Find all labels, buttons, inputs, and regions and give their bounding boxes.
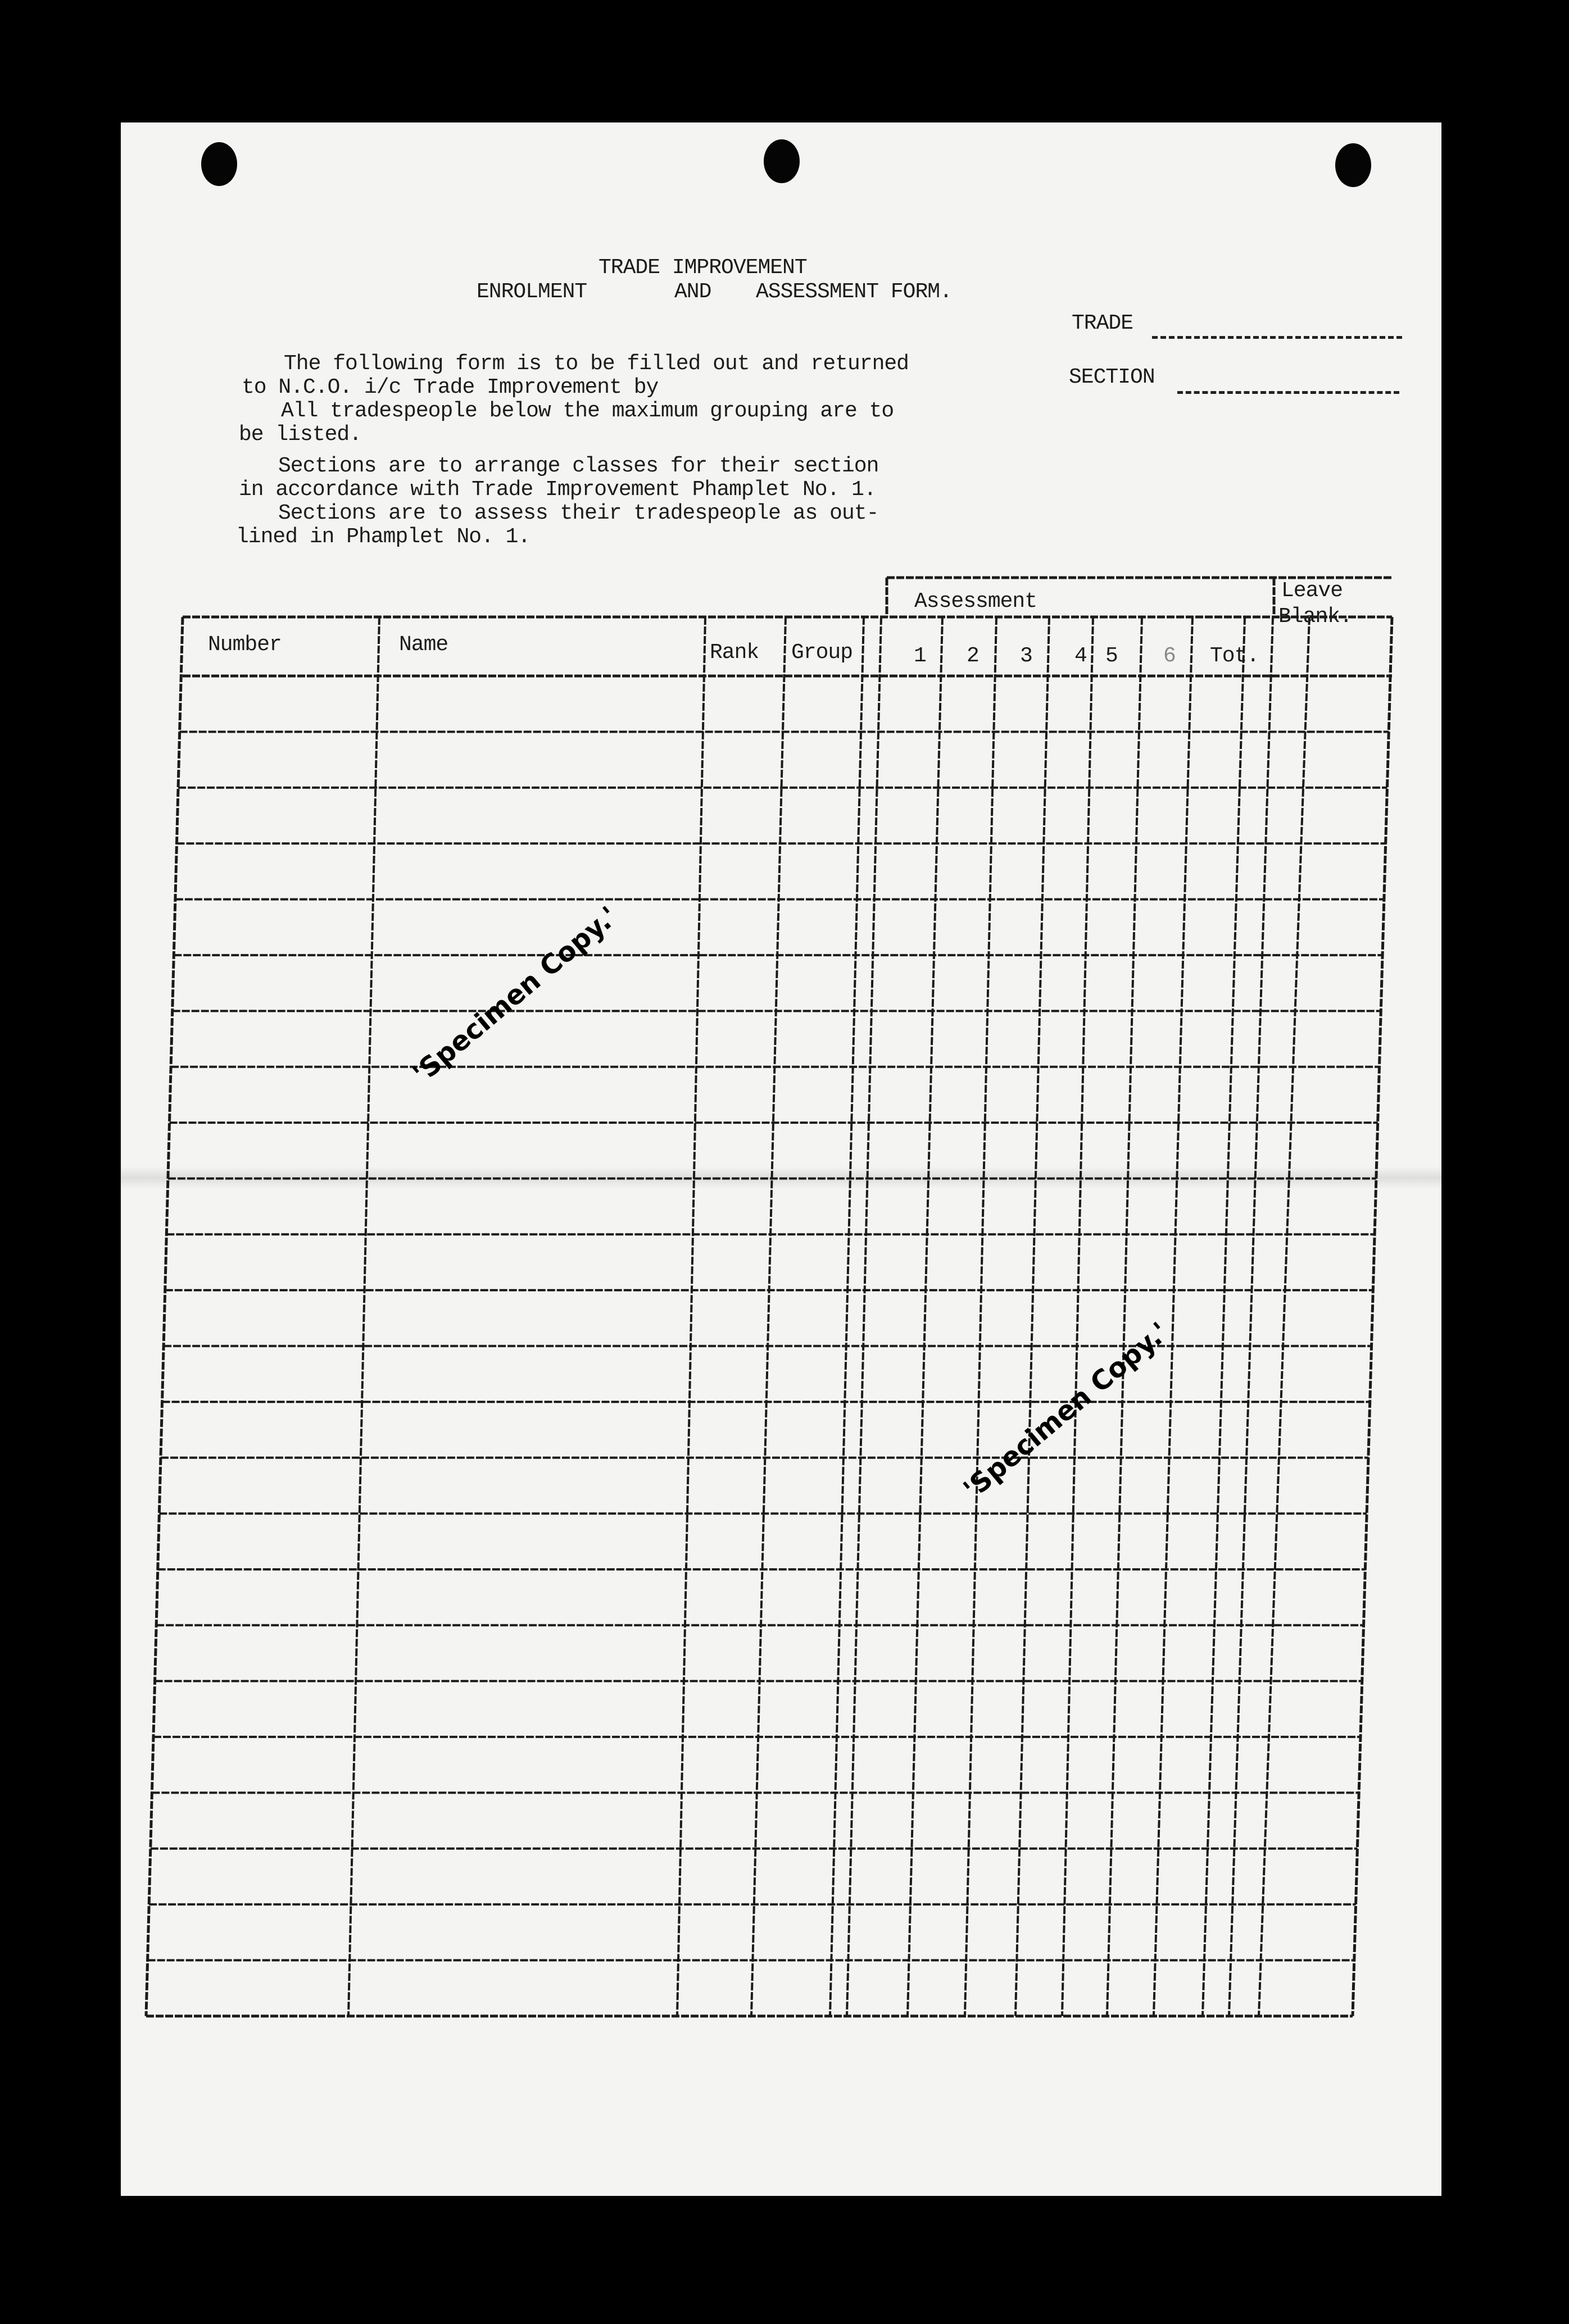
form-title-and: AND [674, 280, 711, 304]
column-divider-12 [1203, 617, 1245, 2016]
section-label: SECTION [1069, 365, 1155, 389]
column-header-number: Number [208, 633, 282, 657]
assessment-table-grid [121, 122, 1441, 2196]
instruction-line-1: The following form is to be filled out and returned [284, 352, 909, 376]
form-title-assessment: ASSESSMENT FORM. [756, 280, 952, 304]
column-divider-5 [847, 617, 881, 2016]
trade-label: TRADE [1072, 311, 1133, 335]
column-header-assessment-2: 2 [967, 644, 979, 668]
column-divider-9 [1062, 617, 1093, 2016]
form-sheet [121, 122, 1441, 2196]
column-header-assessment-1: 1 [914, 644, 926, 668]
leave-blank-header-line1: Leave [1281, 579, 1343, 603]
column-divider-3 [751, 617, 786, 2016]
column-divider-11 [1154, 617, 1192, 2016]
column-divider-7 [965, 617, 996, 2016]
specimen-copy-stamp-2: 'Specimen Copy.' [958, 1316, 1175, 1505]
column-header-assessment-3: 3 [1020, 644, 1032, 668]
column-divider-10 [1107, 617, 1142, 2016]
specimen-copy-stamp-1: 'Specimen Copy.' [407, 900, 624, 1090]
table-right-border [1353, 617, 1392, 2016]
column-divider-1 [348, 617, 379, 2016]
column-divider-8 [1015, 617, 1049, 2016]
form-title-line1: TRADE IMPROVEMENT [598, 256, 807, 280]
instruction-line-4: be listed. [239, 423, 362, 447]
instruction-line-8: lined in Phamplet No. 1. [236, 525, 530, 549]
paper-fold-crease [121, 1166, 1441, 1189]
column-header-name: Name [399, 633, 448, 657]
form-title-enrolment: ENROLMENT [477, 280, 587, 304]
column-divider-14 [1259, 617, 1309, 2016]
column-header-assessment-6: 6 [1163, 644, 1176, 668]
instruction-line-3: All tradespeople below the maximum grouping are to [281, 399, 894, 423]
column-divider-2 [677, 617, 705, 2016]
column-header-assessment-4: 4 [1074, 644, 1087, 668]
column-header-group: Group [791, 641, 853, 665]
column-divider-6 [908, 617, 942, 2016]
column-header-rank: Rank [710, 641, 759, 665]
assessment-group-header: Assessment [914, 589, 1037, 614]
instruction-line-5: Sections are to arrange classes for their section [278, 454, 879, 478]
leave-blank-header-line2: Blank. [1278, 605, 1352, 629]
instruction-line-6: in accordance with Trade Improvement Phamplet No. 1. [239, 478, 876, 502]
table-left-border [146, 617, 183, 2016]
column-divider-4 [830, 617, 864, 2016]
instruction-line-2: to N.C.O. i/c Trade Improvement by [242, 375, 659, 400]
instruction-line-7: Sections are to assess their tradespeople as out- [278, 501, 879, 525]
column-header-assessment-5: 5 [1105, 644, 1118, 668]
column-header-total: Tot. [1210, 644, 1259, 668]
